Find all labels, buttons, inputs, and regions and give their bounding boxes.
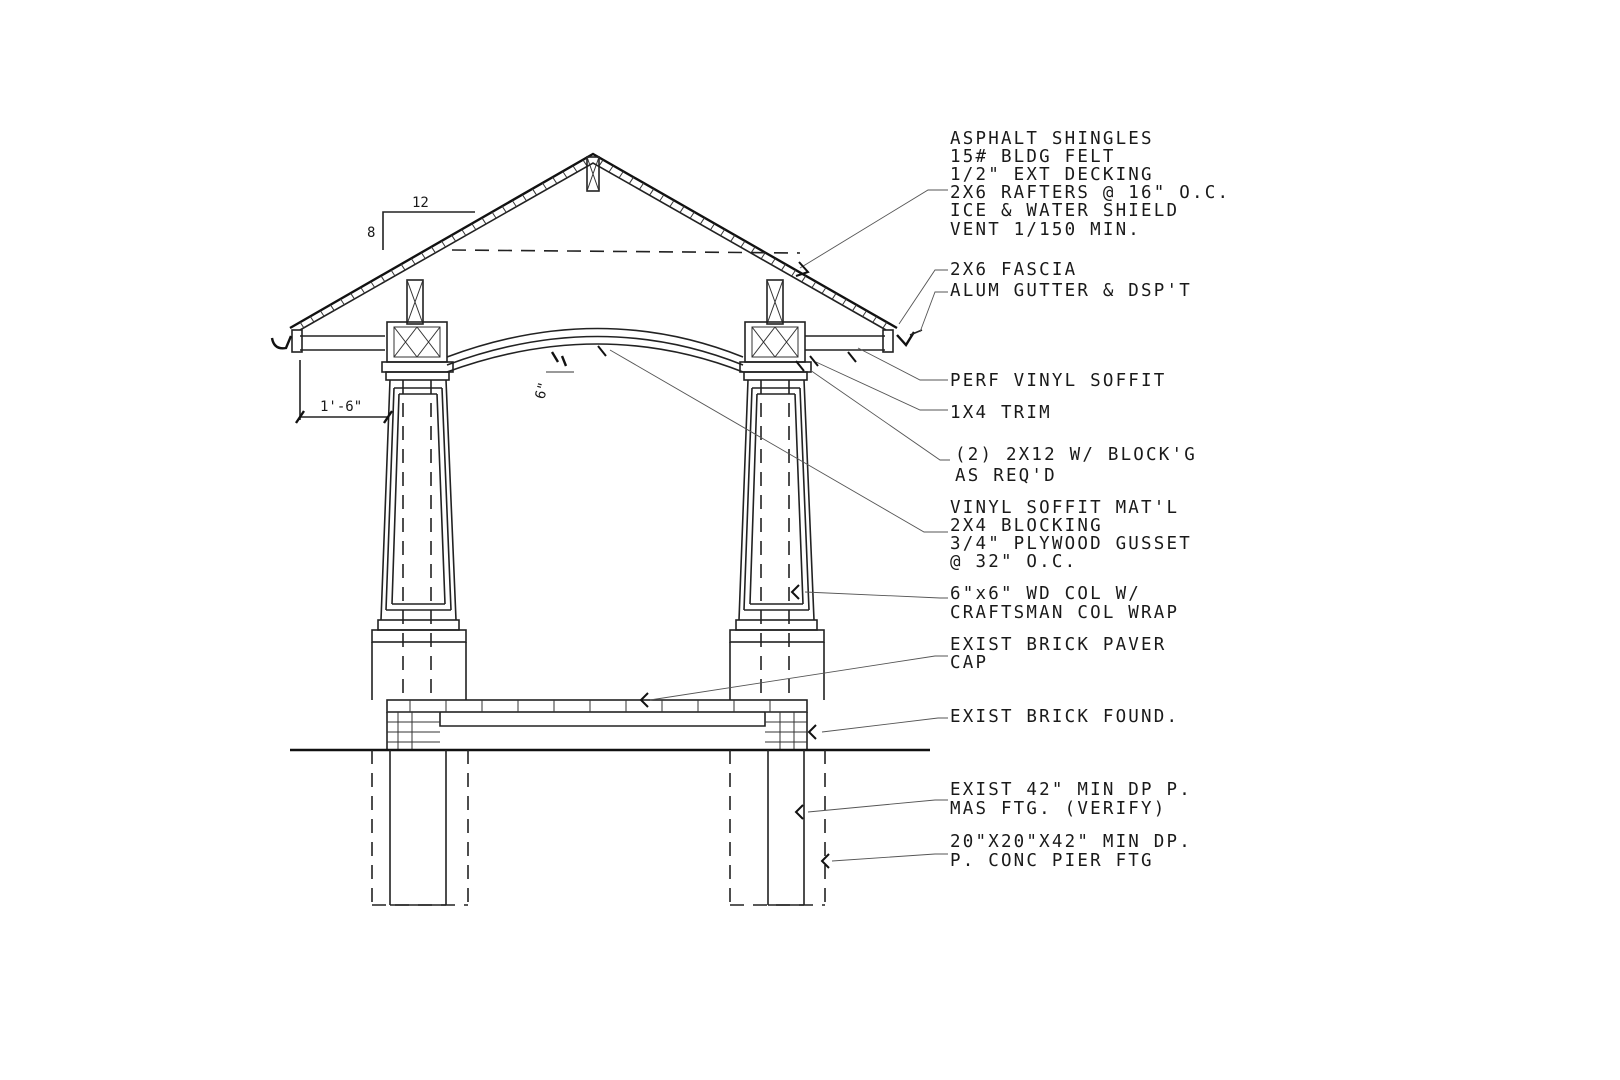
hatch-line [452,235,456,241]
soffit-depth-dimension [533,352,574,401]
hatch-line [381,276,385,282]
callout-line: ALUM GUTTER & DSP'T [950,281,1192,301]
hatch-line [421,253,425,259]
hatch-line [431,247,435,253]
soffit-left [300,336,385,350]
footing-left [372,750,468,905]
hatch-line [300,322,304,328]
hatch-line [411,258,415,264]
callout-line: MAS FTG. (VERIFY) [950,799,1167,819]
leader-lines [598,190,950,868]
hatch-line [553,177,557,183]
hatch-line [619,171,623,177]
hatch-line [512,200,516,206]
shingle-courses-left [300,160,587,328]
callout-line: VENT 1/150 MIN. [950,220,1142,240]
callout-pier [950,832,1192,871]
hatch-line [670,200,674,206]
callout-line: ICE & WATER SHIELD [950,201,1180,221]
pitch-run: 12 [412,195,429,211]
overhang-dimension-text: 1'-6" [320,399,363,415]
hatch-line [852,305,856,311]
paver-cap [387,700,807,712]
hatch-line [330,305,334,311]
callout-roof [950,129,1230,240]
gutter-left [272,336,291,348]
arched-beam [447,329,743,373]
hatch-line [771,258,775,264]
hatch-line [361,287,365,293]
roof-outline [290,154,897,328]
hatch-line [482,218,486,224]
callout-line: 15# BLDG FELT [950,147,1116,167]
hatch-line [842,299,846,305]
hatch-line [391,270,395,276]
callout-line: 6"x6" WD COL W/ [950,584,1142,604]
hatch-line [650,189,654,195]
hatch-line [731,235,735,241]
callout-line: 1X4 TRIM [950,403,1052,423]
pitch-rise: 8 [367,225,376,241]
fascia-right [883,330,893,352]
hatch-line [401,264,405,270]
column-left [372,280,466,700]
callout-line: 1/2" EXT DECKING [950,165,1154,185]
callout-line: EXIST BRICK PAVER [950,635,1167,655]
hatch-line [802,276,806,282]
hatch-line [873,316,877,322]
hatch-line [502,206,506,212]
callout-beam [955,445,1197,486]
hatch-line [472,224,476,230]
shingle-courses-right [599,160,887,328]
hatch-line [690,212,694,218]
hatch-line [792,270,796,276]
hatch-line [310,316,314,322]
callout-fascia [950,260,1192,301]
callout-line: CRAFTSMAN COL WRAP [950,603,1180,623]
hatch-line [563,171,567,177]
hatch-line [761,253,765,259]
callout-line: VINYL SOFFIT MAT'L [950,498,1180,518]
callout-line: AS REQ'D [955,466,1057,486]
footing-right [730,750,825,905]
callout-line: 2X4 BLOCKING [950,516,1103,536]
callout-line: 3/4" PLYWOOD GUSSET [950,534,1192,554]
hatch-line [660,195,664,201]
brick-foundation [387,700,807,750]
hatch-line [883,322,887,328]
callout-column [950,584,1179,623]
hatch-line [543,183,547,189]
callout-trim [950,403,1052,423]
hatch-line [680,206,684,212]
hatch-line [741,241,745,247]
callout-line: PERF VINYL SOFFIT [950,371,1167,391]
callout-line: ASPHALT SHINGLES [950,129,1154,149]
callout-line: 2X6 FASCIA [950,260,1078,280]
hatch-line [700,218,704,224]
callout-paver [950,635,1167,673]
hatch-line [351,293,355,299]
callout-line: EXIST BRICK FOUND. [950,707,1180,727]
hatch-line [609,166,613,172]
hatch-line [812,282,816,288]
hatch-line [630,177,634,183]
hatch-line [341,299,345,305]
callout-line: CAP [950,653,989,673]
hatch-line [462,229,466,235]
hatch-line [782,264,786,270]
callout-soffit [950,371,1167,391]
soffit-depth-text: 6" [532,380,553,401]
hatch-line [371,282,375,288]
hatch-line [832,293,836,299]
hatch-line [640,183,644,189]
overhang-dimension [296,360,392,423]
callout-line: P. CONC PIER FTG [950,851,1154,871]
callout-line: 2X6 RAFTERS @ 16" O.C. [950,183,1231,203]
column-cap-right [745,322,805,362]
hatch-line [822,287,826,293]
hatch-line [492,212,496,218]
callout-found [950,707,1179,727]
rafter-line [300,163,886,330]
hatch-line [863,311,867,317]
hatch-line [711,224,715,230]
callout-gusset [950,498,1192,572]
callout-line: @ 32" O.C. [950,552,1078,572]
callout-line: EXIST 42" MIN DP P. [950,780,1192,800]
fascia-left [292,330,302,352]
hatch-line [522,195,526,201]
callout-masftg [950,780,1192,819]
column-cap-left [387,322,447,362]
soffit-right [805,336,885,350]
hatch-line [721,229,725,235]
hatch-line [532,189,536,195]
hatch-line [442,241,446,247]
column-right [730,280,824,700]
hatch-line [573,166,577,172]
roof-pitch-symbol [367,195,475,250]
callout-line: (2) 2X12 W/ BLOCK'G [955,445,1197,465]
callout-line: 20"X20"X42" MIN DP. [950,832,1192,852]
hatch-line [320,311,324,317]
